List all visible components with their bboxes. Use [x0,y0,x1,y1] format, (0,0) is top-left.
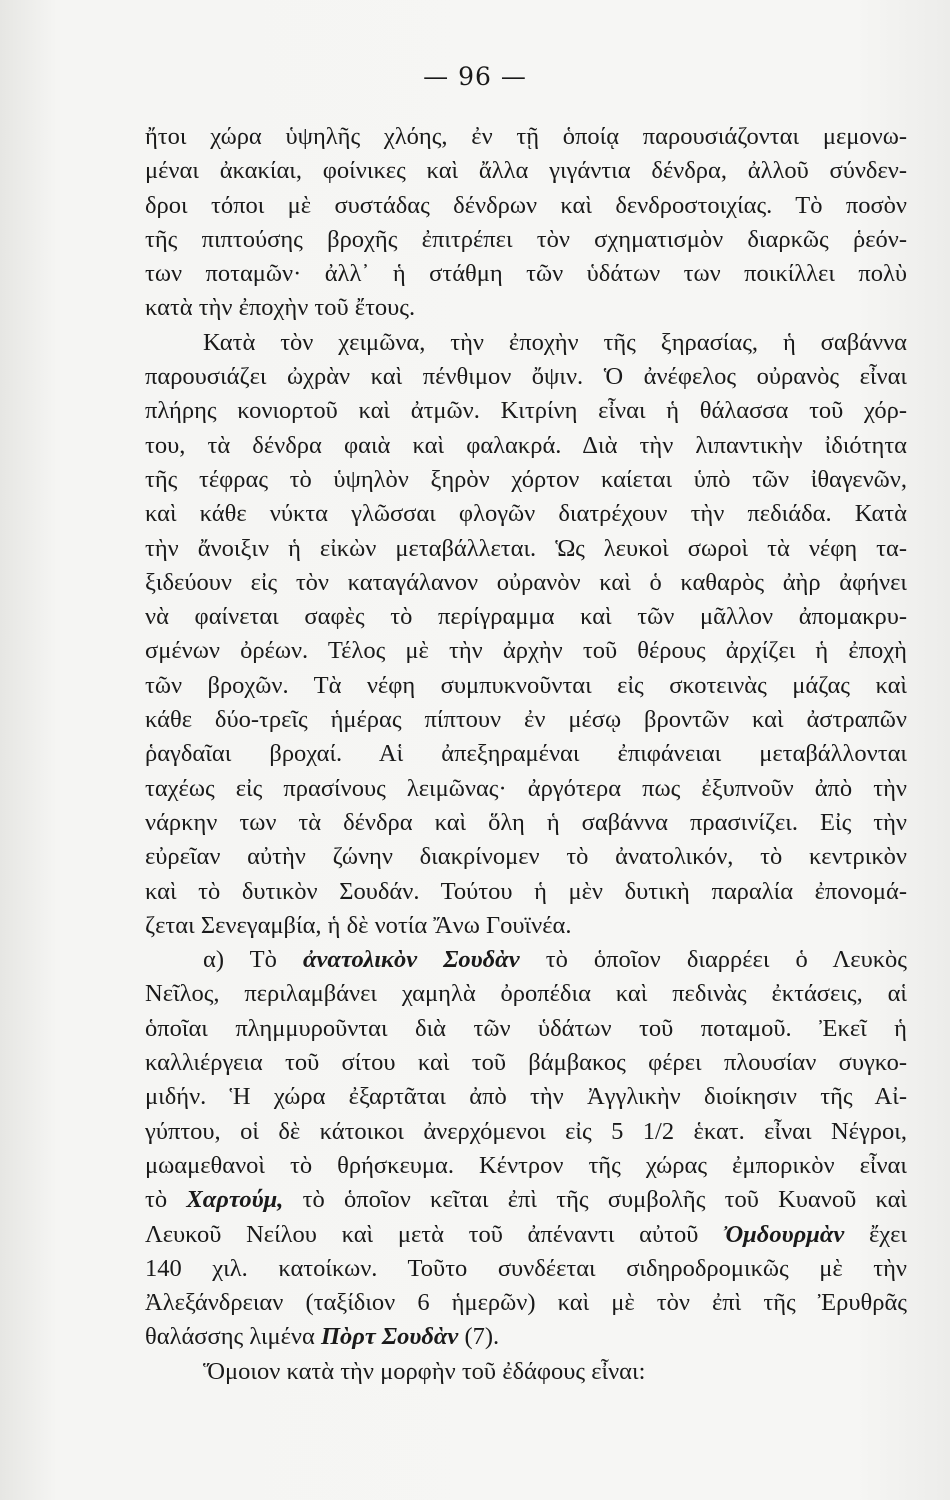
text-line: ῥαγδαῖαι βροχαί. Αἱ ἀπεξηραμέναι ἐπιφάνειαι μεταβάλλονται [145,740,907,768]
inline-text: θαλάσσης λιμένα [145,1323,315,1351]
inline-text: τὸ [145,1186,168,1214]
paragraph-3 [145,943,907,1355]
text-line: εὐρεῖαν αὐτὴν ζώνην διακρίνομεν τὸ ἀνατολικόν, τὸ κεντρικὸν [145,843,907,871]
text-line: τὴν ἄνοιξιν ἡ εἰκὼν μεταβάλλεται. Ὡς λευκοὶ σωροὶ τὰ νέφη τα- [145,534,907,562]
term-bold-italic: Ὀμδουρμὰν [723,1220,845,1248]
text-line: σμένων ὀρέων. Τέλος μὲ τὴν ἀρχὴν τοῦ θέρους ἀρχίζει ἡ ἐποχὴ [145,637,907,665]
text-line: τῆς τέφρας τὸ ὑψηλὸν ξηρὸν χόρτον καίεται ὑπὸ τῶν ἰθαγενῶν, [145,465,907,493]
text-line [145,1218,907,1252]
inline-text: (7). [464,1323,500,1351]
text-line: παρουσιάζει ὠχρὰν καὶ πένθιμον ὄψιν. Ὁ ἀνέφελος οὐρανὸς εἶναι [145,363,907,391]
text-line: τῆς πιπτούσης βροχῆς ἐπιτρέπει τὸν σχηματισμὸν διαρκῶς ῥεόν- [145,225,907,253]
term-bold-italic: Χαρτούμ, [186,1186,284,1214]
text-line: καὶ κάθε νύκτα γλῶσσαι φλογῶν διατρέχουν τὴν πεδιάδα. Κατὰ [145,500,907,528]
text-line [145,1183,907,1217]
inline-text: Λευκοῦ Νείλου καὶ μετὰ τοῦ ἀπέναντι αὐτοῦ [145,1220,699,1248]
text-line: του, τὰ δένδρα φαιὰ καὶ φαλακρά. Διὰ τὴν λιπαντικὴν ἰδιότητα [145,431,907,459]
text-line: Νεῖλος, περιλαμβάνει χαμηλὰ ὀροπέδια καὶ πεδινὰς ἐκτάσεις, αἱ [145,980,907,1008]
text-line: μωαμεθανοὶ τὸ θρήσκευμα. Κέντρον τῆς χώρας ἐμπορικὸν εἶναι [145,1151,907,1179]
text-line: ζεται Σενεγαμβία, ἡ δὲ νοτία Ἄνω Γουϊνέα. [145,911,572,939]
text-line: γύπτου, οἱ δὲ κάτοικοι ἀνερχόμενοι εἰς 5 1/2 ἑκατ. εἶναι Νέγροι, [145,1117,907,1145]
text-line: νὰ φαίνεται σαφὲς τὸ περίγραμμα καὶ τῶν μᾶλλον ἀπομακρυ- [145,603,907,631]
text-line: Ἀλεξάνδρειαν (ταξίδιον 6 ἡμερῶν) καὶ μὲ τὸν ἐπὶ τῆς Ἐρυθρᾶς [145,1289,907,1317]
inline-text: τὸ ὁποῖον διαρρέει ὁ Λευκὸς [545,946,908,974]
text-line: μέναι ἀκακίαι, φοίνικες καὶ ἄλλα γιγάντια δένδρα, ἀλλοῦ σύνδεν- [145,157,907,185]
paragraph-4 [145,1355,907,1389]
page-number: — 96 — [423,62,527,91]
text-line: καλλιέργεια τοῦ σίτου καὶ τοῦ βάμβακος φέρει πλουσίαν συγκο- [145,1049,907,1077]
text-line: καὶ τὸ δυτικὸν Σουδάν. Τούτου ἡ μὲν δυτικὴ παραλία ἐπονομά- [145,877,907,905]
text-line: κάθε δύο-τρεῖς ἡμέρας πίπτουν ἐν μέσῳ βροντῶν καὶ ἀστραπῶν [145,706,907,734]
text-line: ταχέως εἰς πρασίνους λειμῶνας· ἀργότερα πως ἐξυπνοῦν ἀπὸ τὴν [145,774,907,802]
text-line: νάρκην των τὰ δένδρα καὶ ὅλη ἡ σαβάννα πρασινίζει. Εἰς τὴν [145,808,907,836]
text-line: δροι τόποι μὲ συστάδας δένδρων καὶ δενδροστοιχίας. Τὸ ποσὸν [145,191,907,219]
text-line: ὁποῖαι πλημμυροῦνται διὰ τῶν ὑδάτων τοῦ ποταμοῦ. Ἐκεῖ ἡ [145,1014,907,1042]
text-line: των ποταμῶν· ἀλλ᾽ ἡ στάθμη τῶν ὑδάτων των ποικίλλει πολὺ [145,260,907,288]
text-line [145,1320,907,1354]
text-line: Κατὰ τὸν χειμῶνα, τὴν ἐποχὴν τῆς ξηρασίας, ἡ σαβάννα [203,328,907,356]
term-bold-italic: ἀνατολικὸν Σουδὰν [303,946,520,974]
text-line: 140 χιλ. κατοίκων. Τοῦτο συνδέεται σιδηροδρομικῶς μὲ τὴν [145,1254,907,1282]
text-line: μιδήν. Ἡ χώρα ἐξαρτᾶται ἀπὸ τὴν Ἀγγλικὴν διοίκησιν τῆς Αἰ- [145,1083,907,1111]
text-line: κατὰ τὴν ἐποχὴν τοῦ ἔτους. [145,294,416,322]
paragraph-1 [145,120,907,326]
inline-text: τὸ ὁποῖον κεῖται ἐπὶ τῆς συμβολῆς τοῦ Κυανοῦ καὶ [302,1186,908,1214]
inline-text: ἔχει [868,1220,908,1248]
body-text [145,120,907,1389]
text-line: Ὅμοιον κατὰ τὴν μορφὴν τοῦ ἐδάφους εἶναι: [203,1357,646,1385]
text-line: ἤτοι χώρα ὑψηλῆς χλόης, ἐν τῇ ὁποίᾳ παρουσιάζονται μεμονω- [145,123,907,150]
term-bold-italic: Πὸρτ Σουδὰν [320,1323,459,1351]
text-line: ξιδεύουν εἰς τὸν καταγάλανον οὐρανὸν καὶ ὁ καθαρὸς ἀὴρ ἀφήνει [145,568,907,596]
text-line: πλήρης κονιορτοῦ καὶ ἀτμῶν. Κιτρίνη εἶναι ἡ θάλασσα τοῦ χόρ- [145,397,907,425]
text-line: τῶν βροχῶν. Τὰ νέφη συμπυκνοῦνται εἰς σκοτεινὰς μάζας καὶ [145,671,907,699]
paragraph-2 [145,326,907,943]
text-line [145,943,907,977]
item-marker-text: α) Τὸ [203,946,277,974]
